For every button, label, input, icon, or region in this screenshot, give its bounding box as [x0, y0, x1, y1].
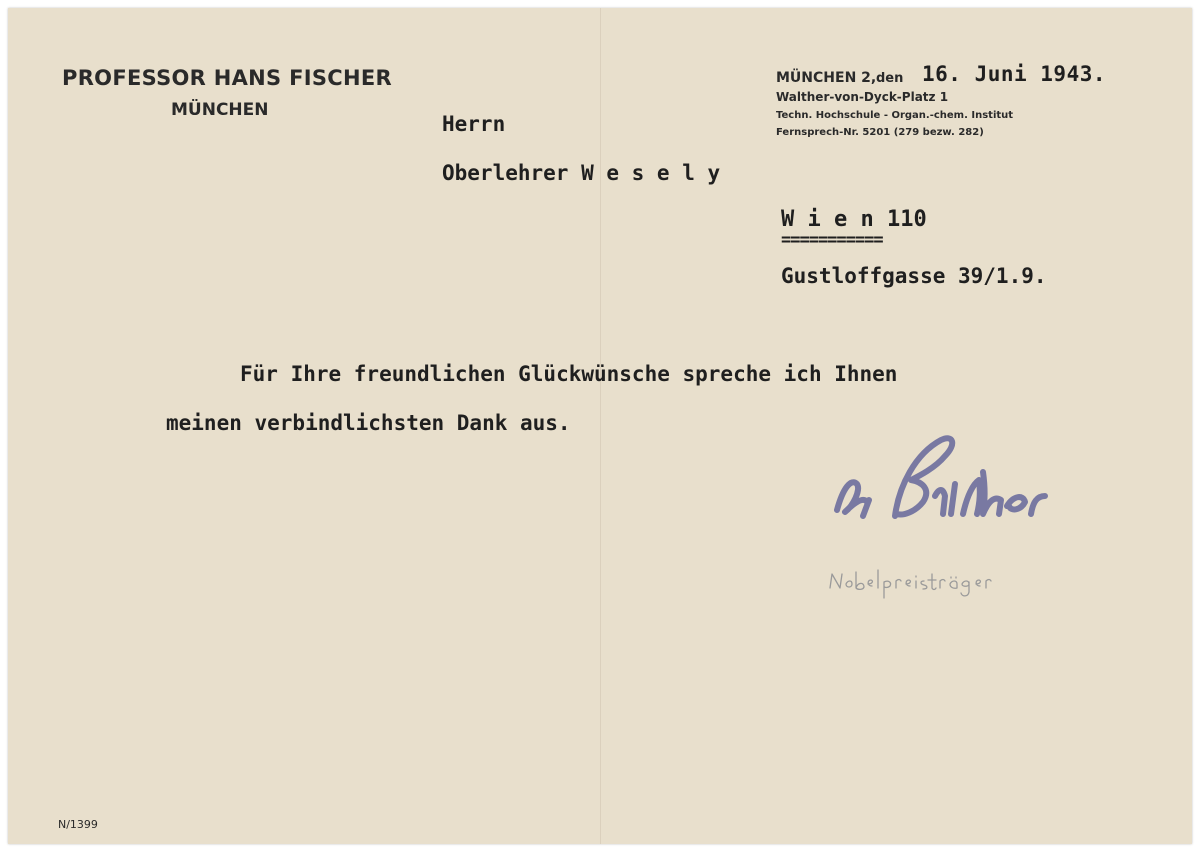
recipient-city-underline: =========== — [781, 230, 883, 250]
body-line-1: Für Ihre freundlichen Glückwünsche spreche ich Ihnen — [240, 362, 898, 386]
recipient-name: Oberlehrer W e s e l y — [442, 161, 721, 185]
pencil-annotation — [826, 568, 996, 602]
reference-number: N/1399 — [58, 818, 98, 831]
recipient-city: W i e n 110 — [781, 207, 927, 232]
body-line-2: meinen verbindlichsten Dank aus. — [166, 411, 571, 435]
sender-phone: Fernsprech-Nr. 5201 (279 bezw. 282) — [776, 127, 984, 138]
paper-fold-line — [600, 8, 601, 844]
recipient-salutation: Herrn — [442, 112, 506, 136]
letter-sheet — [8, 8, 1192, 844]
handwritten-signature — [823, 426, 1063, 536]
letter-date: 16. Juni 1943. — [922, 62, 1107, 86]
date-city: MÜNCHEN 2, — [776, 70, 877, 86]
letterhead-city: MÜNCHEN — [171, 100, 269, 120]
date-den: den — [876, 71, 904, 86]
sender-street: Walther-von-Dyck-Platz 1 — [776, 90, 949, 104]
sender-institute: Techn. Hochschule - Organ.-chem. Institut — [776, 110, 1014, 121]
letterhead-name: PROFESSOR HANS FISCHER — [62, 66, 392, 90]
recipient-street: Gustloffgasse 39/1.9. — [781, 264, 1047, 288]
